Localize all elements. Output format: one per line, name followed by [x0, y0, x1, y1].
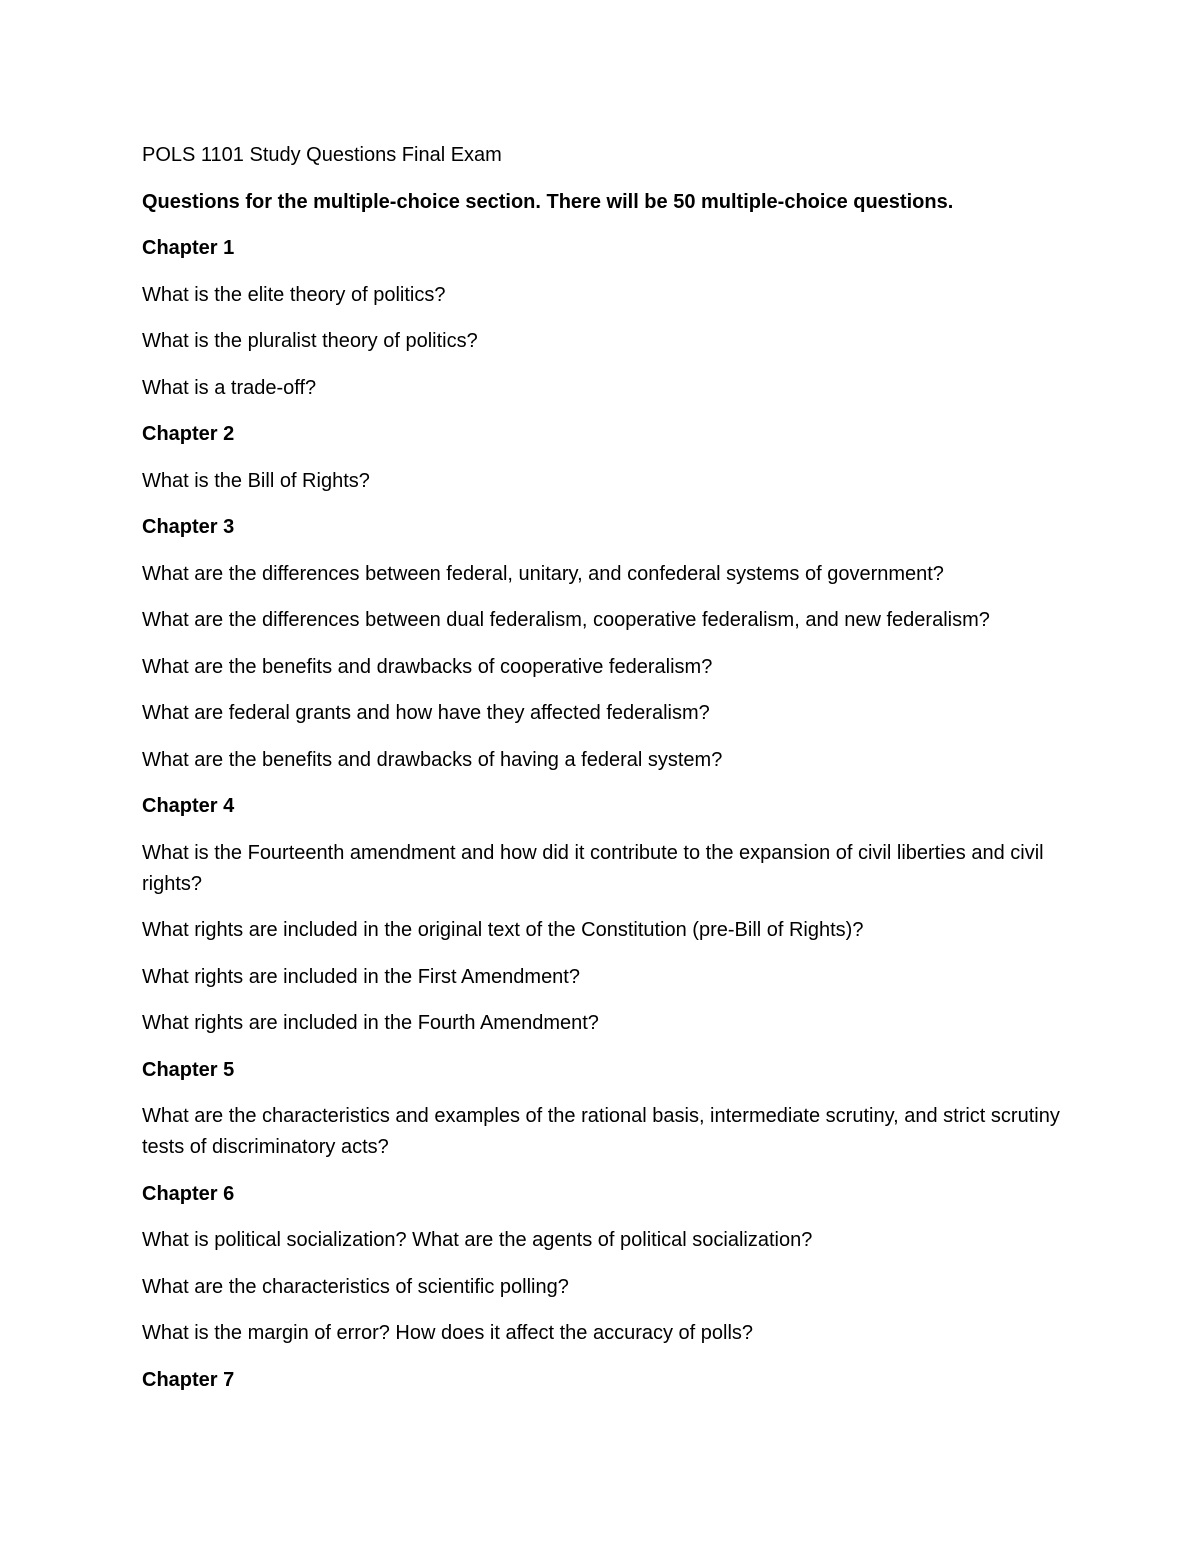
study-question: What are the benefits and drawbacks of having a federal system? [142, 748, 723, 771]
study-question: What rights are included in the Fourth Amendment? [142, 1012, 599, 1034]
study-question: What is a trade-off? [142, 376, 317, 399]
chapter-sections [142, 233, 1062, 1396]
document-content [142, 140, 1062, 1411]
study-question: What are the benefits and drawbacks of cooperative federalism? [142, 655, 713, 678]
chapter-heading: Chapter 6 [142, 1182, 235, 1205]
study-question: What are federal grants and how have they affected federalism? [142, 702, 710, 724]
study-question: What is the Bill of Rights? [142, 469, 370, 492]
chapter-heading: Chapter 1 [142, 237, 235, 259]
chapter-heading: Chapter 7 [142, 1368, 235, 1391]
study-question: What is political socialization? What are the agents of political socialization? [142, 1229, 813, 1251]
chapter-heading: Chapter 5 [142, 1058, 235, 1081]
study-question: What are the characteristics of scientific polling? [142, 1275, 569, 1298]
document-intro: Questions for the multiple-choice section. There will be 50 multiple-choice questions. [142, 190, 954, 213]
study-question: What are the characteristics and examples of the rational basis, intermediate scrutiny, and strict scrutiny tests of discriminatory acts? [142, 1105, 1060, 1158]
chapter-heading: Chapter 3 [142, 516, 235, 538]
study-question: What are the differences between dual federalism, cooperative federalism, and new federalism? [142, 609, 990, 631]
document-title: POLS 1101 Study Questions Final Exam [142, 144, 502, 166]
study-question: What is the Fourteenth amendment and how did it contribute to the expansion of civil liberties and civil rights? [142, 841, 1044, 895]
study-question: What is the elite theory of politics? [142, 283, 446, 306]
study-question: What is the margin of error? How does it affect the accuracy of polls? [142, 1322, 754, 1344]
chapter-heading: Chapter 4 [142, 795, 235, 817]
study-question: What is the pluralist theory of politics? [142, 330, 478, 352]
study-question: What rights are included in the original text of the Constitution (pre-Bill of Rights)? [142, 919, 864, 941]
study-question: What are the differences between federal, unitary, and confederal systems of government? [142, 562, 944, 585]
study-question: What rights are included in the First Amendment? [142, 965, 580, 988]
chapter-heading: Chapter 2 [142, 423, 235, 445]
